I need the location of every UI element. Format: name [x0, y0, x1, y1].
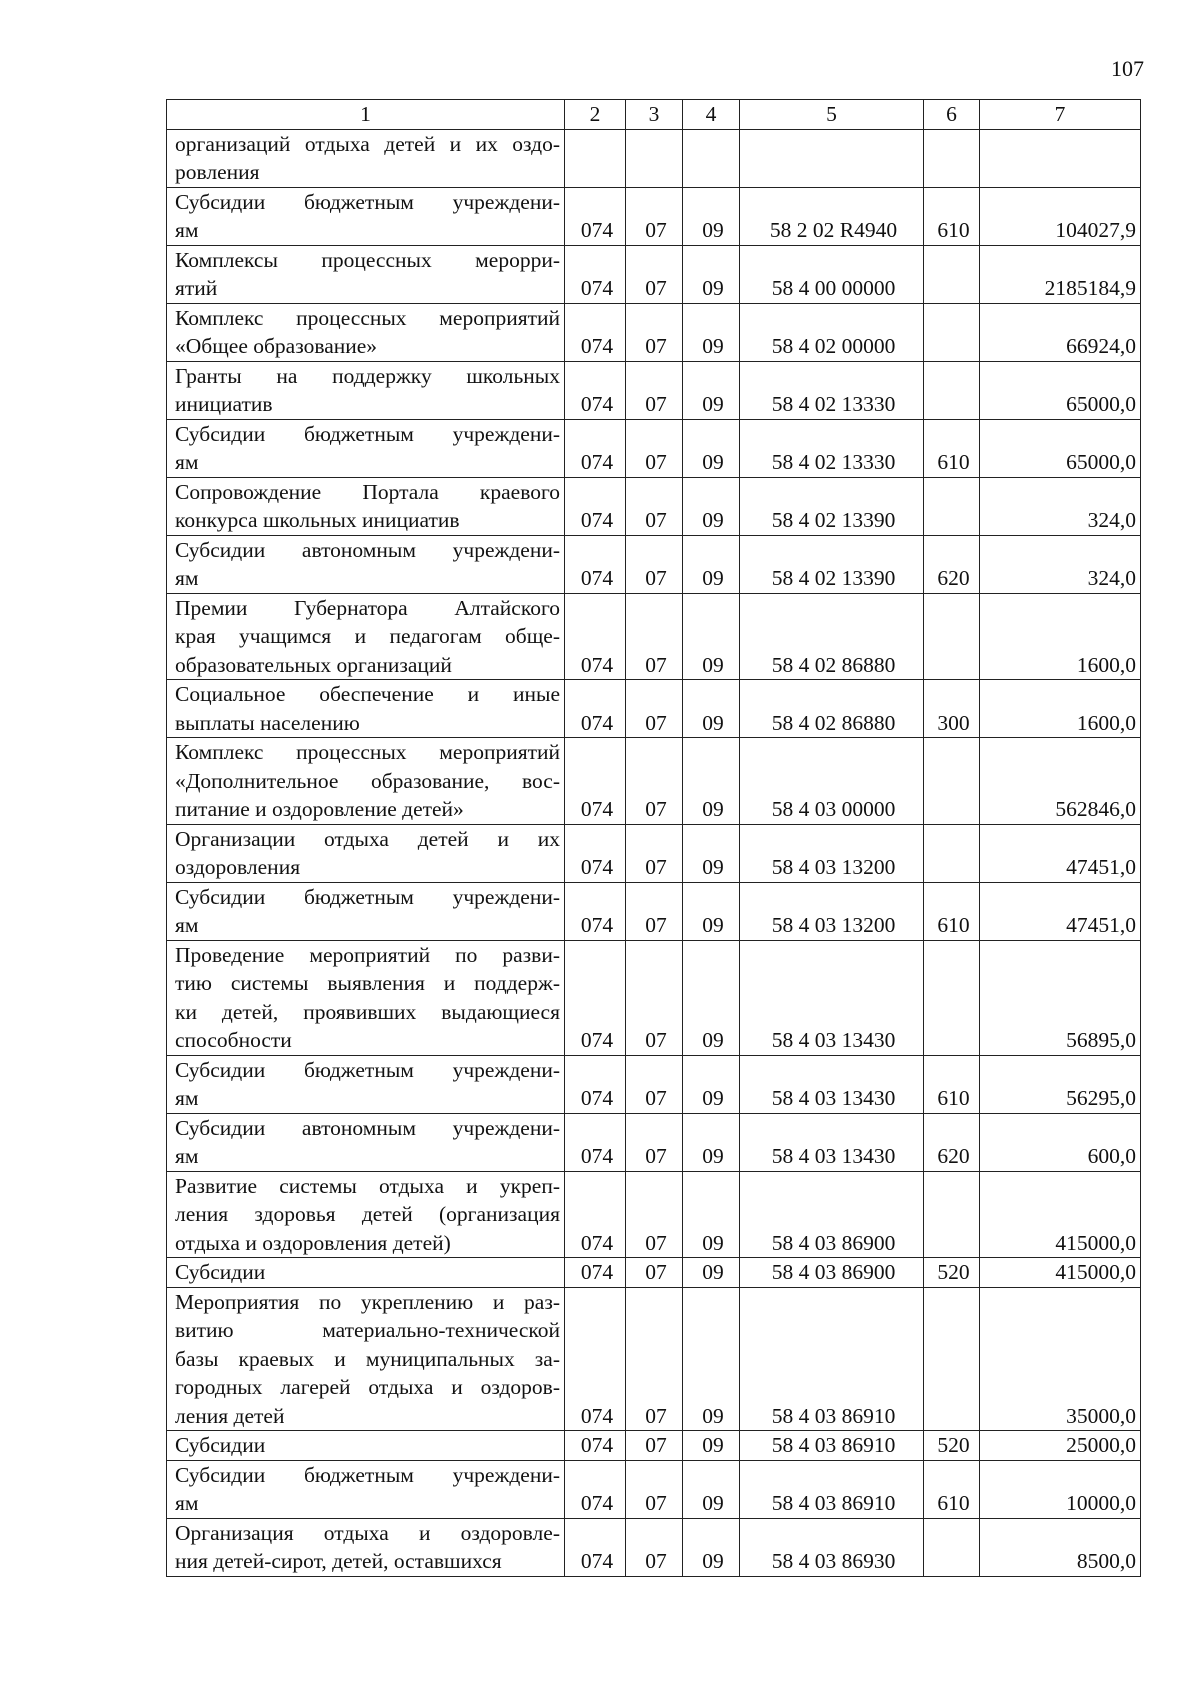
- subsection-cell: [683, 129, 740, 187]
- row-name-line: Субсидии бюджетным учреждени-: [175, 884, 560, 909]
- row-name-cell: [167, 1518, 565, 1576]
- subsection-cell: 09: [683, 1518, 740, 1576]
- admin-code-cell: 074: [565, 1431, 626, 1461]
- row-name-cell: [167, 535, 565, 593]
- row-name-line: Комплексы процессных мероpри-: [175, 247, 560, 272]
- target-article-cell: 58 4 02 13390: [740, 535, 924, 593]
- amount-cell: [980, 129, 1141, 187]
- expense-type-cell: 520: [924, 1431, 980, 1461]
- amount-cell: 10000,0: [980, 1460, 1141, 1518]
- table-row: [167, 1113, 1141, 1171]
- table-row: [167, 1431, 1141, 1461]
- row-name-line: Премии Губернатора Алтайского: [175, 595, 560, 620]
- row-name-line: базы краевых и муниципальных за-: [175, 1346, 560, 1371]
- row-name-line: Организация отдыха и оздоровле-: [175, 1520, 560, 1545]
- expense-type-cell: [924, 245, 980, 303]
- admin-code-cell: 074: [565, 1287, 626, 1431]
- target-article-cell: [740, 129, 924, 187]
- col-header-4: 4: [683, 100, 740, 130]
- section-cell: 07: [626, 593, 683, 680]
- row-name-cell: [167, 245, 565, 303]
- amount-cell: 324,0: [980, 477, 1141, 535]
- expense-type-cell: [924, 1171, 980, 1258]
- expense-type-cell: [924, 477, 980, 535]
- row-name-line: ям: [175, 1086, 199, 1110]
- section-cell: 07: [626, 303, 683, 361]
- table-row: [167, 1518, 1141, 1576]
- target-article-cell: 58 4 03 86910: [740, 1460, 924, 1518]
- admin-code-cell: 074: [565, 882, 626, 940]
- section-cell: 07: [626, 245, 683, 303]
- row-name-line: ям: [175, 450, 199, 474]
- row-name-cell: [167, 129, 565, 187]
- expense-type-cell: 620: [924, 535, 980, 593]
- row-name-cell: [167, 1431, 565, 1461]
- amount-cell: 66924,0: [980, 303, 1141, 361]
- row-name-line: Проведение мероприятий по разви-: [175, 942, 560, 967]
- row-name-cell: [167, 477, 565, 535]
- row-name-line: края учащимся и педагогам обще-: [175, 624, 560, 648]
- row-name-line: оздоровления: [175, 855, 301, 879]
- subsection-cell: 09: [683, 419, 740, 477]
- expense-type-cell: [924, 738, 980, 825]
- admin-code-cell: 074: [565, 738, 626, 825]
- subsection-cell: 09: [683, 1171, 740, 1258]
- row-name-cell: [167, 824, 565, 882]
- expense-type-cell: [924, 1518, 980, 1576]
- admin-code-cell: 074: [565, 1258, 626, 1288]
- subsection-cell: 09: [683, 940, 740, 1055]
- target-article-cell: 58 4 02 13330: [740, 361, 924, 419]
- row-name-line: Организации отдыха детей и их: [175, 826, 560, 851]
- table-row: [167, 361, 1141, 419]
- target-article-cell: 58 4 03 13200: [740, 824, 924, 882]
- expense-type-cell: 620: [924, 1113, 980, 1171]
- row-name-line: Гранты на поддержку школьных: [175, 363, 560, 388]
- table-row: [167, 882, 1141, 940]
- expense-type-cell: 610: [924, 1460, 980, 1518]
- section-cell: 07: [626, 1113, 683, 1171]
- row-name-line: Сопровождение Портала краевого: [175, 479, 560, 504]
- target-article-cell: 58 4 00 00000: [740, 245, 924, 303]
- budget-table: [166, 99, 1141, 1577]
- col-header-7: 7: [980, 100, 1141, 130]
- subsection-cell: 09: [683, 477, 740, 535]
- target-article-cell: 58 4 03 86930: [740, 1518, 924, 1576]
- table-row: [167, 535, 1141, 593]
- row-name-line: конкурса школьных инициатив: [175, 508, 460, 532]
- section-cell: 07: [626, 680, 683, 738]
- section-cell: 07: [626, 1287, 683, 1431]
- amount-cell: 600,0: [980, 1113, 1141, 1171]
- subsection-cell: 09: [683, 361, 740, 419]
- expense-type-cell: [924, 824, 980, 882]
- admin-code-cell: 074: [565, 1518, 626, 1576]
- admin-code-cell: 074: [565, 1055, 626, 1113]
- subsection-cell: 09: [683, 535, 740, 593]
- row-name-line: ки детей, проявивших выдающиеся: [175, 999, 560, 1024]
- table-row: [167, 1055, 1141, 1113]
- subsection-cell: 09: [683, 593, 740, 680]
- row-name-line: Субсидии автономным учреждени-: [175, 1115, 560, 1140]
- row-name-line: ям: [175, 218, 199, 242]
- col-header-3: 3: [626, 100, 683, 130]
- subsection-cell: 09: [683, 824, 740, 882]
- expense-type-cell: 610: [924, 187, 980, 245]
- admin-code-cell: 074: [565, 361, 626, 419]
- target-article-cell: 58 4 03 13200: [740, 882, 924, 940]
- subsection-cell: 09: [683, 1113, 740, 1171]
- row-name-cell: [167, 303, 565, 361]
- table-body: [167, 129, 1141, 1576]
- row-name-cell: [167, 1113, 565, 1171]
- table-row: [167, 824, 1141, 882]
- row-name-line: образовательных организаций: [175, 652, 452, 677]
- admin-code-cell: 074: [565, 680, 626, 738]
- row-name-cell: [167, 593, 565, 680]
- row-name-line: «Дополнительное образование, вос-: [175, 768, 560, 793]
- col-header-2: 2: [565, 100, 626, 130]
- expense-type-cell: [924, 940, 980, 1055]
- amount-cell: 1600,0: [980, 680, 1141, 738]
- row-name-line: Субсидии бюджетным учреждени-: [175, 1462, 560, 1487]
- expense-type-cell: 610: [924, 419, 980, 477]
- admin-code-cell: 074: [565, 245, 626, 303]
- row-name-line: инициатив: [175, 392, 273, 416]
- subsection-cell: 09: [683, 1055, 740, 1113]
- row-name-line: тию системы выявления и поддерж-: [175, 971, 560, 995]
- row-name-line: «Общее образование»: [175, 334, 378, 358]
- row-name-line: городных лагерей отдыха и оздоров-: [175, 1375, 560, 1399]
- row-name-line: ния детей-сирот, детей, оставшихся: [175, 1549, 502, 1573]
- section-cell: 07: [626, 419, 683, 477]
- target-article-cell: 58 4 03 86910: [740, 1287, 924, 1431]
- row-name-line: ятий: [175, 276, 218, 300]
- section-cell: 07: [626, 187, 683, 245]
- expense-type-cell: [924, 303, 980, 361]
- table-row: [167, 477, 1141, 535]
- amount-cell: 562846,0: [980, 738, 1141, 825]
- row-name-line: питание и оздоровление детей»: [175, 797, 464, 821]
- target-article-cell: 58 4 02 86880: [740, 680, 924, 738]
- col-header-6: 6: [924, 100, 980, 130]
- admin-code-cell: 074: [565, 1460, 626, 1518]
- row-name-line: ям: [175, 1491, 199, 1515]
- section-cell: 07: [626, 824, 683, 882]
- row-name-cell: [167, 940, 565, 1055]
- amount-cell: 8500,0: [980, 1518, 1141, 1576]
- expense-type-cell: 610: [924, 882, 980, 940]
- target-article-cell: 58 4 02 00000: [740, 303, 924, 361]
- amount-cell: 56295,0: [980, 1055, 1141, 1113]
- row-name-line: Субсидии: [175, 1433, 266, 1457]
- row-name-cell: [167, 187, 565, 245]
- subsection-cell: 09: [683, 680, 740, 738]
- admin-code-cell: 074: [565, 1171, 626, 1258]
- section-cell: 07: [626, 477, 683, 535]
- section-cell: 07: [626, 1258, 683, 1288]
- row-name-cell: [167, 882, 565, 940]
- row-name-line: способности: [175, 1028, 292, 1052]
- row-name-cell: [167, 1460, 565, 1518]
- row-name-line: Комплекс процессных мероприятий: [175, 740, 560, 764]
- row-name-line: ям: [175, 1144, 199, 1168]
- section-cell: 07: [626, 1171, 683, 1258]
- table-row: [167, 1287, 1141, 1431]
- table-row: [167, 245, 1141, 303]
- admin-code-cell: 074: [565, 187, 626, 245]
- row-name-cell: [167, 738, 565, 825]
- section-cell: 07: [626, 361, 683, 419]
- target-article-cell: 58 4 03 86910: [740, 1431, 924, 1461]
- subsection-cell: 09: [683, 187, 740, 245]
- target-article-cell: 58 4 02 13330: [740, 419, 924, 477]
- expense-type-cell: 520: [924, 1258, 980, 1288]
- row-name-line: Социальное обеспечение и иные: [175, 682, 560, 706]
- amount-cell: 25000,0: [980, 1431, 1141, 1461]
- row-name-line: Субсидии бюджетным учреждени-: [175, 1057, 560, 1082]
- page-number: 107: [1111, 56, 1144, 81]
- table-row: [167, 1460, 1141, 1518]
- subsection-cell: 09: [683, 1431, 740, 1461]
- header-row: [167, 100, 1141, 130]
- row-name-line: ления здоровья детей (организация: [175, 1202, 560, 1226]
- expense-type-cell: [924, 1287, 980, 1431]
- amount-cell: 415000,0: [980, 1171, 1141, 1258]
- table-row: [167, 1258, 1141, 1288]
- row-name-line: Субсидии: [175, 1260, 266, 1284]
- amount-cell: 2185184,9: [980, 245, 1141, 303]
- admin-code-cell: 074: [565, 593, 626, 680]
- table-row: [167, 1171, 1141, 1258]
- row-name-line: ям: [175, 913, 199, 937]
- section-cell: 07: [626, 940, 683, 1055]
- admin-code-cell: 074: [565, 419, 626, 477]
- row-name-line: Развитие системы отдыха и укреп-: [175, 1173, 560, 1198]
- row-name-line: ровления: [175, 160, 260, 184]
- row-name-line: Мероприятия по укреплению и раз-: [175, 1289, 560, 1314]
- target-article-cell: 58 4 03 13430: [740, 1055, 924, 1113]
- col-header-1: 1: [167, 100, 565, 130]
- admin-code-cell: 074: [565, 1113, 626, 1171]
- table-row: [167, 940, 1141, 1055]
- expense-type-cell: 300: [924, 680, 980, 738]
- section-cell: 07: [626, 738, 683, 825]
- amount-cell: 65000,0: [980, 419, 1141, 477]
- amount-cell: 324,0: [980, 535, 1141, 593]
- subsection-cell: 09: [683, 303, 740, 361]
- row-name-line: Субсидии бюджетным учреждени-: [175, 421, 560, 446]
- section-cell: 07: [626, 1518, 683, 1576]
- admin-code-cell: [565, 129, 626, 187]
- row-name-line: Субсидии бюджетным учреждени-: [175, 189, 560, 214]
- admin-code-cell: 074: [565, 940, 626, 1055]
- target-article-cell: 58 4 03 00000: [740, 738, 924, 825]
- amount-cell: 415000,0: [980, 1258, 1141, 1288]
- row-name-cell: [167, 1258, 565, 1288]
- row-name-line: Субсидии автономным учреждени-: [175, 537, 560, 562]
- target-article-cell: 58 4 03 13430: [740, 940, 924, 1055]
- target-article-cell: 58 4 03 86900: [740, 1171, 924, 1258]
- table-row: [167, 593, 1141, 680]
- subsection-cell: 09: [683, 245, 740, 303]
- col-header-5: 5: [740, 100, 924, 130]
- target-article-cell: 58 4 02 13390: [740, 477, 924, 535]
- row-name-line: Комплекс процессных мероприятий: [175, 305, 560, 330]
- row-name-line: отдыха и оздоровления детей): [175, 1230, 451, 1255]
- table-row: [167, 419, 1141, 477]
- amount-cell: 56895,0: [980, 940, 1141, 1055]
- section-cell: 07: [626, 1460, 683, 1518]
- amount-cell: 104027,9: [980, 187, 1141, 245]
- subsection-cell: 09: [683, 1460, 740, 1518]
- row-name-cell: [167, 1055, 565, 1113]
- section-cell: 07: [626, 1055, 683, 1113]
- admin-code-cell: 074: [565, 477, 626, 535]
- subsection-cell: 09: [683, 882, 740, 940]
- expense-type-cell: [924, 593, 980, 680]
- amount-cell: 47451,0: [980, 824, 1141, 882]
- row-name-cell: [167, 361, 565, 419]
- row-name-cell: [167, 419, 565, 477]
- section-cell: 07: [626, 535, 683, 593]
- row-name-line: ления детей: [175, 1403, 285, 1428]
- row-name-line: ям: [175, 566, 199, 590]
- amount-cell: 65000,0: [980, 361, 1141, 419]
- row-name-line: организаций отдыха детей и их оздо-: [175, 131, 560, 156]
- table-row: [167, 129, 1141, 187]
- subsection-cell: 09: [683, 738, 740, 825]
- target-article-cell: 58 4 03 13430: [740, 1113, 924, 1171]
- row-name-line: выплаты населению: [175, 710, 360, 735]
- subsection-cell: 09: [683, 1258, 740, 1288]
- expense-type-cell: [924, 361, 980, 419]
- row-name-cell: [167, 1171, 565, 1258]
- section-cell: [626, 129, 683, 187]
- target-article-cell: 58 4 02 86880: [740, 593, 924, 680]
- expense-type-cell: [924, 129, 980, 187]
- section-cell: 07: [626, 1431, 683, 1461]
- expense-type-cell: 610: [924, 1055, 980, 1113]
- table-row: [167, 187, 1141, 245]
- table-row: [167, 303, 1141, 361]
- row-name-line: витию материально-технической: [175, 1318, 560, 1342]
- table-row: [167, 738, 1141, 825]
- admin-code-cell: 074: [565, 535, 626, 593]
- target-article-cell: 58 4 03 86900: [740, 1258, 924, 1288]
- amount-cell: 47451,0: [980, 882, 1141, 940]
- amount-cell: 35000,0: [980, 1287, 1141, 1431]
- amount-cell: 1600,0: [980, 593, 1141, 680]
- target-article-cell: 58 2 02 R4940: [740, 187, 924, 245]
- admin-code-cell: 074: [565, 824, 626, 882]
- row-name-cell: [167, 1287, 565, 1431]
- subsection-cell: 09: [683, 1287, 740, 1431]
- admin-code-cell: 074: [565, 303, 626, 361]
- row-name-cell: [167, 680, 565, 738]
- table-row: [167, 680, 1141, 738]
- section-cell: 07: [626, 882, 683, 940]
